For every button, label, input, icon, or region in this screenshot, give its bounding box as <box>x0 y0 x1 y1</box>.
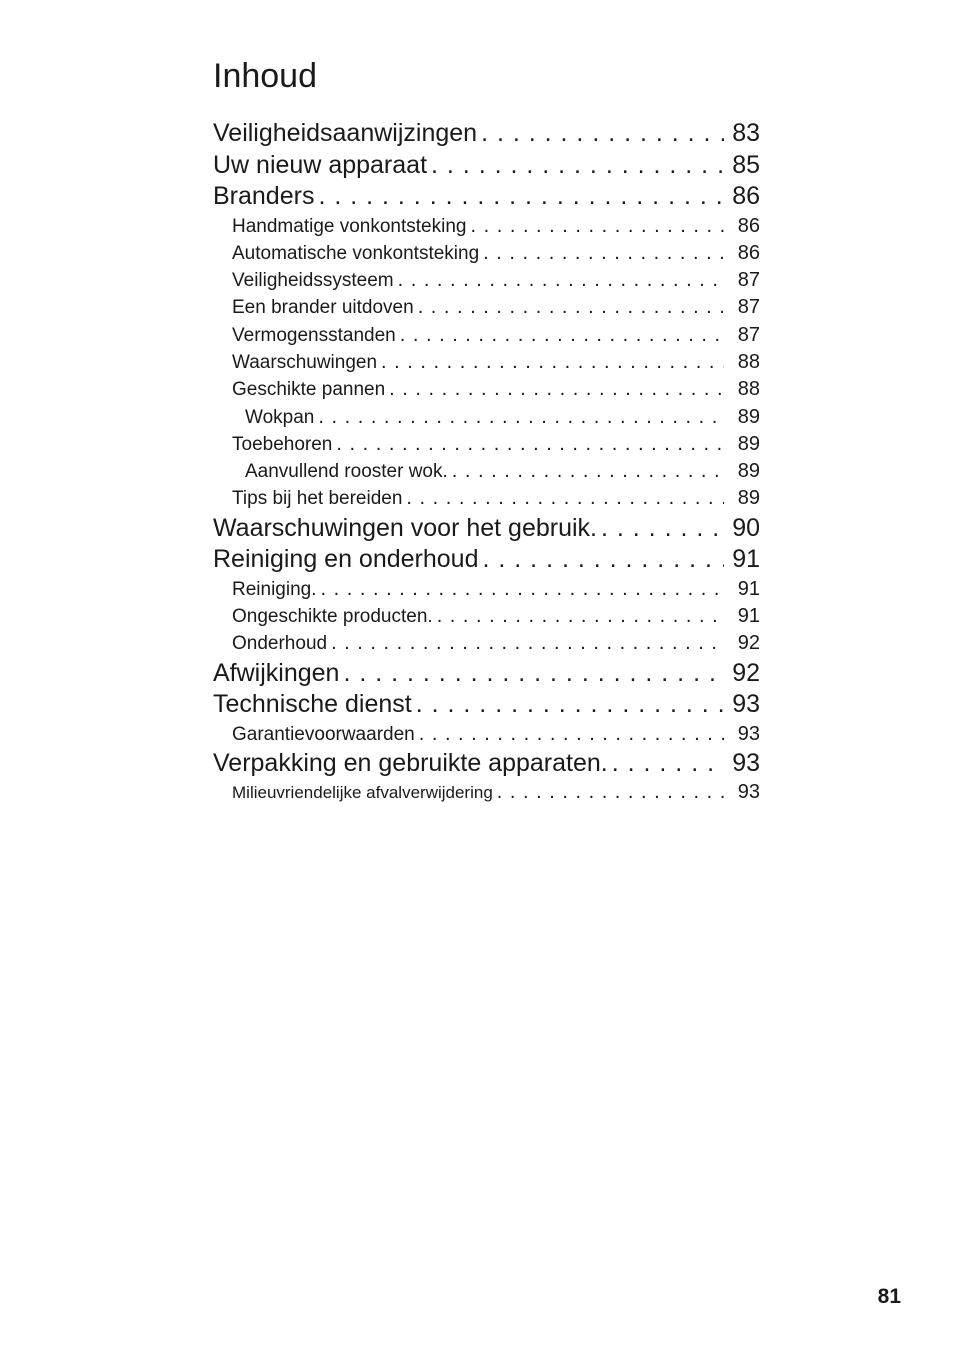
toc-entry-page: 87 <box>737 323 760 346</box>
toc-dot-leader <box>483 240 724 267</box>
toc-entry-label: Technische dienst <box>213 690 412 719</box>
toc-entry[interactable] <box>213 181 760 213</box>
toc-entry-label: Afwijkingen <box>213 658 340 687</box>
toc-entry-label: Tips bij het bereiden <box>232 488 403 510</box>
toc-dot-leader <box>452 458 724 485</box>
toc-entry-label: Een brander uitdoven <box>232 297 414 319</box>
toc-dot-leader <box>470 213 724 240</box>
toc-dot-leader <box>406 485 724 512</box>
toc-entry-label: Automatische vonkontsteking <box>232 242 480 264</box>
toc-dot-leader <box>437 603 724 630</box>
toc-entry-page: 92 <box>737 632 760 655</box>
toc-entry[interactable] <box>213 376 760 403</box>
page-title: Inhoud <box>213 57 317 95</box>
toc-entry-page: 85 <box>732 150 760 179</box>
toc-entry[interactable] <box>213 658 760 690</box>
toc-dot-leader <box>318 404 724 431</box>
toc-entry-page: 87 <box>737 296 760 319</box>
toc-entry[interactable] <box>213 240 760 267</box>
toc-entry[interactable] <box>213 721 760 748</box>
toc-dot-leader <box>481 118 724 150</box>
toc-entry-label: Verpakking en gebruikte apparaten. <box>213 748 608 777</box>
toc-entry-page: 92 <box>732 658 760 687</box>
toc-entry-label: Milieuvriendelijke afvalverwijdering <box>232 783 493 803</box>
toc-entry-page: 88 <box>737 378 760 401</box>
toc-entry-page: 93 <box>732 748 760 777</box>
toc-entry-page: 91 <box>732 545 760 574</box>
toc-entry[interactable] <box>213 404 760 431</box>
toc-dot-leader <box>612 748 724 780</box>
toc-dot-leader <box>419 721 724 748</box>
toc-entry-page: 89 <box>737 405 760 428</box>
toc-dot-leader <box>331 630 724 657</box>
toc-entry-page: 86 <box>737 214 760 237</box>
toc-entry[interactable] <box>213 150 760 182</box>
toc-entry-label: Geschikte pannen <box>232 379 386 401</box>
toc-entry-page: 90 <box>732 513 760 542</box>
toc-entry-label: Uw nieuw apparaat <box>213 150 428 179</box>
toc-entry[interactable] <box>213 431 760 458</box>
toc-dot-leader <box>381 349 724 376</box>
toc-entry-label: Garantievoorwaarden <box>232 723 415 745</box>
toc-entry[interactable] <box>213 118 760 150</box>
toc-entry-page: 91 <box>737 577 760 600</box>
toc-dot-leader <box>418 294 724 321</box>
toc-entry-label: Waarschuwingen voor het gebruik. <box>213 513 597 542</box>
toc-entry[interactable] <box>213 689 760 721</box>
toc-entry-page: 87 <box>737 269 760 292</box>
toc-entry-label: Toebehoren <box>232 433 333 455</box>
table-of-contents <box>213 118 760 807</box>
toc-entry-label: Ongeschikte producten. <box>232 606 433 628</box>
toc-dot-leader <box>416 689 724 721</box>
toc-entry-page: 89 <box>737 487 760 510</box>
toc-entry-page: 89 <box>737 460 760 483</box>
toc-dot-leader <box>336 431 724 458</box>
toc-entry[interactable] <box>213 748 760 780</box>
toc-entry[interactable] <box>213 576 760 603</box>
toc-entry[interactable] <box>213 603 760 630</box>
toc-entry-page: 93 <box>732 690 760 719</box>
toc-entry-label: Reiniging en onderhoud <box>213 545 479 574</box>
toc-entry-label: Veiligheidsaanwijzingen <box>213 119 478 147</box>
toc-entry-page: 83 <box>732 119 760 147</box>
toc-dot-leader <box>483 544 725 576</box>
toc-entry-label: Aanvullend rooster wok. <box>245 461 448 483</box>
toc-dot-leader <box>400 322 724 349</box>
toc-dot-leader <box>318 181 724 213</box>
toc-entry-label: Vermogensstanden <box>232 324 396 346</box>
toc-entry[interactable] <box>213 349 760 376</box>
toc-entry[interactable] <box>213 630 760 657</box>
toc-entry[interactable] <box>213 513 760 545</box>
toc-entry-page: 91 <box>737 605 760 628</box>
toc-dot-leader <box>497 779 724 806</box>
toc-entry[interactable] <box>213 485 760 512</box>
toc-entry-page: 86 <box>732 182 760 210</box>
toc-dot-leader <box>601 513 724 545</box>
toc-entry-page: 93 <box>737 781 760 804</box>
toc-entry-label: Branders <box>213 182 315 210</box>
toc-dot-leader <box>431 150 724 182</box>
toc-entry[interactable] <box>213 213 760 240</box>
page-number: 81 <box>877 1285 901 1308</box>
toc-entry[interactable] <box>213 322 760 349</box>
toc-dot-leader <box>321 576 725 603</box>
toc-entry[interactable] <box>213 267 760 294</box>
toc-entry[interactable] <box>213 544 760 576</box>
toc-entry-page: 89 <box>737 432 760 455</box>
toc-entry[interactable] <box>213 779 760 806</box>
toc-entry-page: 88 <box>737 350 760 373</box>
toc-entry-page: 86 <box>737 241 760 264</box>
toc-entry-label: Waarschuwingen <box>232 351 378 373</box>
toc-entry-label: Reiniging. <box>232 578 317 600</box>
toc-dot-leader <box>343 658 724 690</box>
toc-entry[interactable] <box>213 294 760 321</box>
toc-entry-page: 93 <box>737 722 760 745</box>
toc-entry-label: Wokpan <box>245 406 315 428</box>
toc-dot-leader <box>398 267 724 294</box>
toc-entry-label: Onderhoud <box>232 633 328 655</box>
toc-dot-leader <box>389 376 724 403</box>
toc-entry[interactable] <box>213 458 760 485</box>
toc-entry-label: Handmatige vonkontsteking <box>232 215 467 237</box>
toc-entry-label: Veiligheidssysteem <box>232 270 394 292</box>
